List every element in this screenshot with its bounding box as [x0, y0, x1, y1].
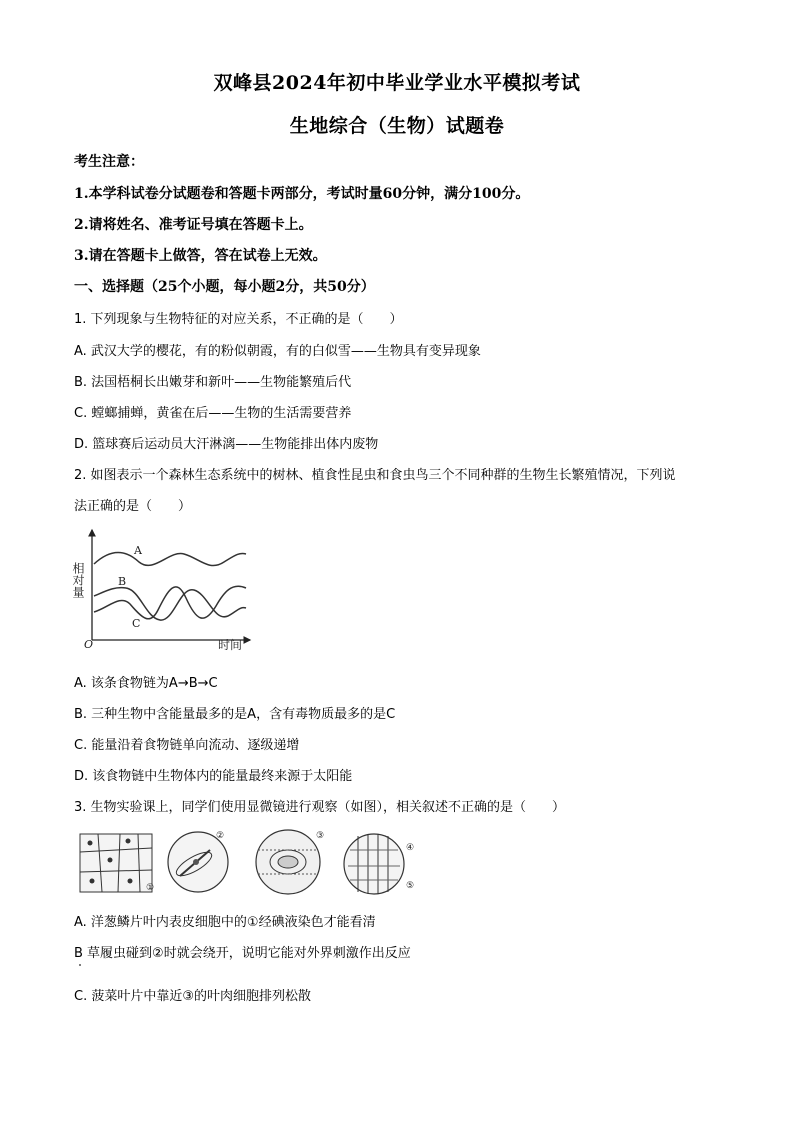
question-2-stem-line2: 法正确的是（ ） [74, 499, 192, 514]
marker-2: ② [216, 831, 225, 841]
onion-cells-image [80, 834, 154, 893]
curve-b [94, 588, 246, 620]
notice-heading: 考生注意： [74, 154, 144, 170]
question-2-stem-line1: 2. 如图表示一个森林生态系统中的树林、植食性昆虫和食虫鸟三个不同种群的生物生长繁殖情况，下列说 [74, 468, 676, 483]
origin-label: O [84, 638, 94, 651]
curve-label-b: B [118, 575, 127, 588]
marker-3: ③ [316, 831, 325, 841]
question-2-option-b: B. 三种生物中含能量最多的是A，含有毒物质最多的是C [74, 707, 396, 722]
marker-1: ① [146, 883, 155, 893]
notice-item: 3.请在答题卡上做答，答在试卷上无效。 [74, 248, 327, 264]
curve-label-c: C [132, 617, 141, 630]
population-curve-figure [71, 526, 254, 652]
question-3-stem: 3. 生物实验课上，同学们使用显微镜进行观察（如图），相关叙述不正确的是（ ） [74, 800, 566, 815]
exam-subtitle: 生地综合（生物）试题卷 [289, 115, 505, 137]
question-3-option-b: B 草履虫碰到②时就会绕开，说明它能对外界刺激作出反应 [74, 946, 411, 961]
marker-4: ④ [406, 843, 415, 853]
question-1-option-a: A. 武汉大学的樱花，有的粉似朝霞，有的白似雪——生物具有变异现象 [74, 344, 481, 359]
question-1-option-c: C. 螳螂捕蝉，黄雀在后——生物的生活需要营养 [74, 406, 352, 421]
question-2-option-c: C. 能量沿着食物链单向流动、逐级递增 [74, 738, 300, 753]
exam-title: 双峰县2024年初中毕业学业水平模拟考试 [213, 72, 581, 94]
x-axis-label: 时间 [218, 638, 243, 652]
question-1-stem: 1. 下列现象与生物特征的对应关系，不正确的是（ ） [74, 312, 403, 327]
curve-label-a: A [134, 544, 142, 557]
microscope-figure [76, 828, 428, 898]
curve-a [94, 552, 246, 565]
paramecium-image [168, 831, 228, 892]
question-1-option-d: D. 篮球赛后运动员大汗淋漓——生物能排出体内废物 [74, 437, 379, 452]
question-3-option-a: A. 洋葱鳞片叶内表皮细胞中的①经碘液染色才能看清 [74, 915, 376, 930]
question-2-option-a: A. 该条食物链为A→B→C [74, 676, 218, 691]
root-tip-image [344, 834, 414, 894]
notice-item: 2.请将姓名、准考证号填在答题卡上。 [74, 217, 313, 233]
marker-5: ⑤ [406, 881, 415, 891]
question-2-option-d: D. 该食物链中生物体内的能量最终来源于太阳能 [74, 769, 353, 784]
question-3-option-c: C. 菠菜叶片中靠近③的叶肉细胞排列松散 [74, 989, 311, 1004]
stray-dot [79, 964, 81, 966]
leaf-section-image [256, 830, 324, 894]
question-1-option-b: B. 法国梧桐长出嫩芽和新叶——生物能繁殖后代 [74, 375, 352, 390]
notice-item: 1.本学科试卷分试题卷和答题卡两部分，考试时量60分钟，满分100分。 [74, 186, 530, 202]
section-title: 一、选择题（25个小题，每小题2分，共50分） [74, 279, 375, 295]
y-axis-label: 相对量 [71, 562, 85, 598]
